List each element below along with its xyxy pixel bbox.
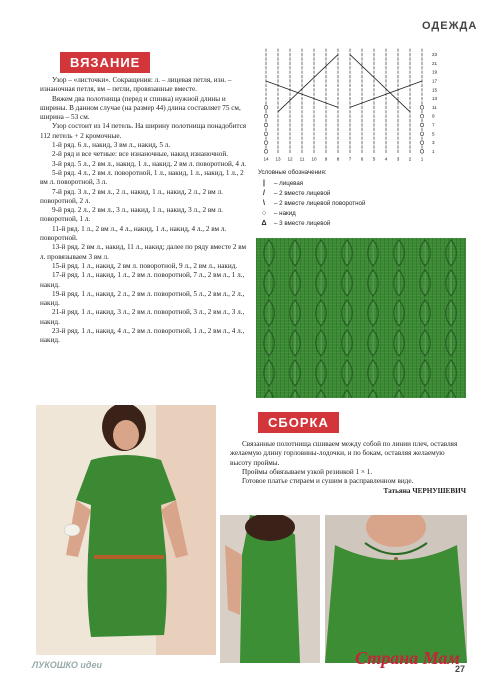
row-number: 13 — [432, 96, 438, 102]
k3tog-symbol-icon: Δ — [261, 220, 267, 227]
page-number: 27 — [455, 664, 466, 674]
knitting-chart — [256, 44, 456, 166]
yarn-over-mark — [420, 141, 424, 145]
k2tog-symbol-icon: / — [263, 190, 265, 197]
watermark: Страна Мам — [355, 648, 460, 668]
legend-label: – 2 вместе лицевой — [274, 190, 331, 197]
row-number: 1 — [432, 148, 435, 154]
legend-item — [258, 189, 458, 199]
chart-col-numbers — [263, 157, 423, 162]
row-number: 21 — [432, 60, 438, 66]
row-number: 7 — [432, 122, 435, 128]
yarn-over-mark — [264, 106, 268, 110]
paragraph: Вяжем два полотнища (перед и спинка) нужной длины и ширины. В данном случае (на размер 44) длина составляет 75 см, ширина – 53 см. — [40, 94, 241, 122]
col-number: 8 — [336, 156, 340, 162]
knitting-text — [40, 76, 252, 346]
ssk-symbol-icon: \ — [263, 200, 265, 207]
col-number: 4 — [384, 156, 388, 162]
paragraph: 7-й ряд. 3 л., 2 вм л., 2 л., накид, 1 л., накид, 2 л., 2 вм л. поворотной, 2 л. — [40, 187, 223, 205]
yarn-over-mark — [264, 150, 268, 154]
paragraph: 19-й ряд. 1 л., накид, 2 л., 2 вм л. поворотной, 5 л., 2 вм л., 2 л., накид. — [40, 289, 245, 308]
yarn-over-mark — [264, 123, 268, 127]
paragraph: 1-й ряд. 6 л., накид, 3 вм л., накид, 5 л. — [52, 141, 171, 150]
paragraph: 9-й ряд. 2 л., 2 вм л., 3 л., накид, 1 л., накид, 3 л., 2 вм л. поворотной, 1 л. — [40, 206, 223, 224]
legend-item — [258, 199, 458, 209]
paragraph: Связанные полотнища сшиваем между собой по линии плеч, оставляя желаемую длину горловины-лодочки, и по бокам, оставляя желаемую высоту проймы. — [230, 440, 458, 467]
col-number: 7 — [348, 156, 352, 162]
dress-neckline-icon — [325, 515, 467, 663]
col-number: 11 — [299, 156, 305, 162]
knitting-chart-svg — [256, 44, 456, 166]
leaf-pattern-icon — [256, 238, 466, 398]
section-label: ОДЕЖДА — [422, 20, 478, 32]
yarn-over-mark — [264, 114, 268, 118]
yarn-over-mark — [264, 141, 268, 145]
chart-legend — [258, 168, 458, 229]
paragraph: 5-й ряд. 4 л., 2 вм л. поворотной, 1 л., накид, 1 л., накид, 1 л., 2 вм л. поворотной, 3 л. — [40, 168, 244, 187]
dress-side-icon — [220, 515, 320, 663]
col-number: 9 — [324, 156, 328, 162]
author: Татьяна ЧЕРНУШЕВИЧ — [383, 487, 466, 496]
dress-figure-icon — [36, 405, 216, 655]
model-side-photo — [220, 515, 320, 663]
yarn-over-mark — [420, 150, 424, 154]
paragraph: 23-й ряд. 1 л., накид, 4 л., 2 вм л. поворотной, 1 л., 2 вм л., 4 л., накид. — [40, 327, 245, 345]
yarn-over-mark — [420, 106, 424, 110]
paragraph: Проймы обвязываем узкой резинкой 1 × 1. — [242, 467, 373, 476]
paragraph: Узор состоит из 14 петель. На ширину полотнища понадобится 112 петель + 2 кромочные. — [40, 122, 247, 140]
col-number: 12 — [287, 156, 293, 162]
yarn-over-mark — [420, 132, 424, 136]
paragraph: Готовое платье стираем и сушим в расправленном виде. — [242, 477, 414, 486]
row-number: 15 — [432, 87, 438, 93]
row-number: 17 — [432, 78, 438, 84]
decrease-line — [278, 55, 338, 112]
yarn-over-mark — [264, 132, 268, 136]
legend-item — [258, 209, 458, 219]
decrease-line — [350, 55, 410, 112]
legend-item — [258, 219, 458, 229]
assembly-banner: СБОРКА — [258, 412, 339, 433]
row-number: 23 — [432, 52, 438, 58]
knitting-banner: ВЯЗАНИЕ — [60, 52, 150, 73]
col-number: 1 — [420, 156, 424, 162]
col-number: 13 — [275, 156, 281, 162]
yarn-over-mark — [420, 123, 424, 127]
paragraph: 2-й ряд и все четные: все изнаночные, накид изнаночной. — [52, 150, 229, 159]
model-neckline-photo — [325, 515, 467, 663]
row-number: 9 — [432, 113, 435, 119]
chart-grid — [264, 49, 424, 154]
row-number: 3 — [432, 140, 435, 146]
paragraph: 13-й ряд. 2 вм л., накид, 11 л., накид; далее по ряду вместе 2 вм л. провязываем 3 вм л. — [40, 243, 247, 261]
col-number: 14 — [263, 156, 269, 162]
paragraph: 17-й ряд. 1 л., накид, 1 л., 2 вм л. поворотной, 7 л., 2 вм л., 1 л., накид. — [40, 271, 245, 289]
col-number: 10 — [311, 156, 317, 162]
col-number: 6 — [360, 156, 364, 162]
chart-row-numbers — [432, 52, 438, 154]
paragraph: 21-й ряд. 1 л., накид, 3 л., 2 вм л. поворотной, 3 л., 2 вм л., 3 л., накид. — [40, 308, 245, 326]
legend-label: – лицевая — [274, 180, 304, 187]
paragraph: 11-й ряд. 1 л., 2 вм л., 4 л., накид, 1 л., накид, 4 л., 2 вм л. поворотной. — [40, 224, 227, 243]
paragraph: 15-й ряд. 1 л., накид, 2 вм л. поворотной, 9 л., 2 вм л., накид. — [52, 261, 238, 270]
col-number: 3 — [396, 156, 400, 162]
assembly-text — [230, 440, 466, 497]
knit-symbol-icon: | — [263, 180, 265, 187]
col-number: 5 — [372, 156, 376, 162]
row-number: 5 — [432, 131, 435, 137]
knit-sample-photo — [256, 238, 466, 398]
row-number: 19 — [432, 69, 438, 75]
paragraph: 3-й ряд. 5 л., 2 вм л., накид, 1 л., накид, 2 вм л. поворотной, 4 л. — [52, 159, 247, 168]
magazine-brand: ЛУКОШКО идеи — [32, 660, 102, 670]
legend-title: Условные обозначения: — [258, 169, 327, 176]
legend-label: – накид — [274, 210, 296, 217]
row-number: 11 — [432, 104, 437, 110]
legend-label: – 2 вместе лицевой поворотной — [274, 200, 366, 207]
legend-label: – 3 вместе лицевой — [274, 220, 331, 227]
legend-item — [258, 179, 458, 189]
col-number: 2 — [408, 156, 412, 162]
yarn-over-mark — [420, 114, 424, 118]
yarn-over-symbol-icon: ○ — [261, 210, 267, 217]
paragraph: Узор – «листочки». Сокращения: л. – лицевая петля, изн. – изнаночная петля, вм – петли, провязанные вместе. — [40, 76, 232, 94]
model-full-photo — [36, 405, 216, 655]
